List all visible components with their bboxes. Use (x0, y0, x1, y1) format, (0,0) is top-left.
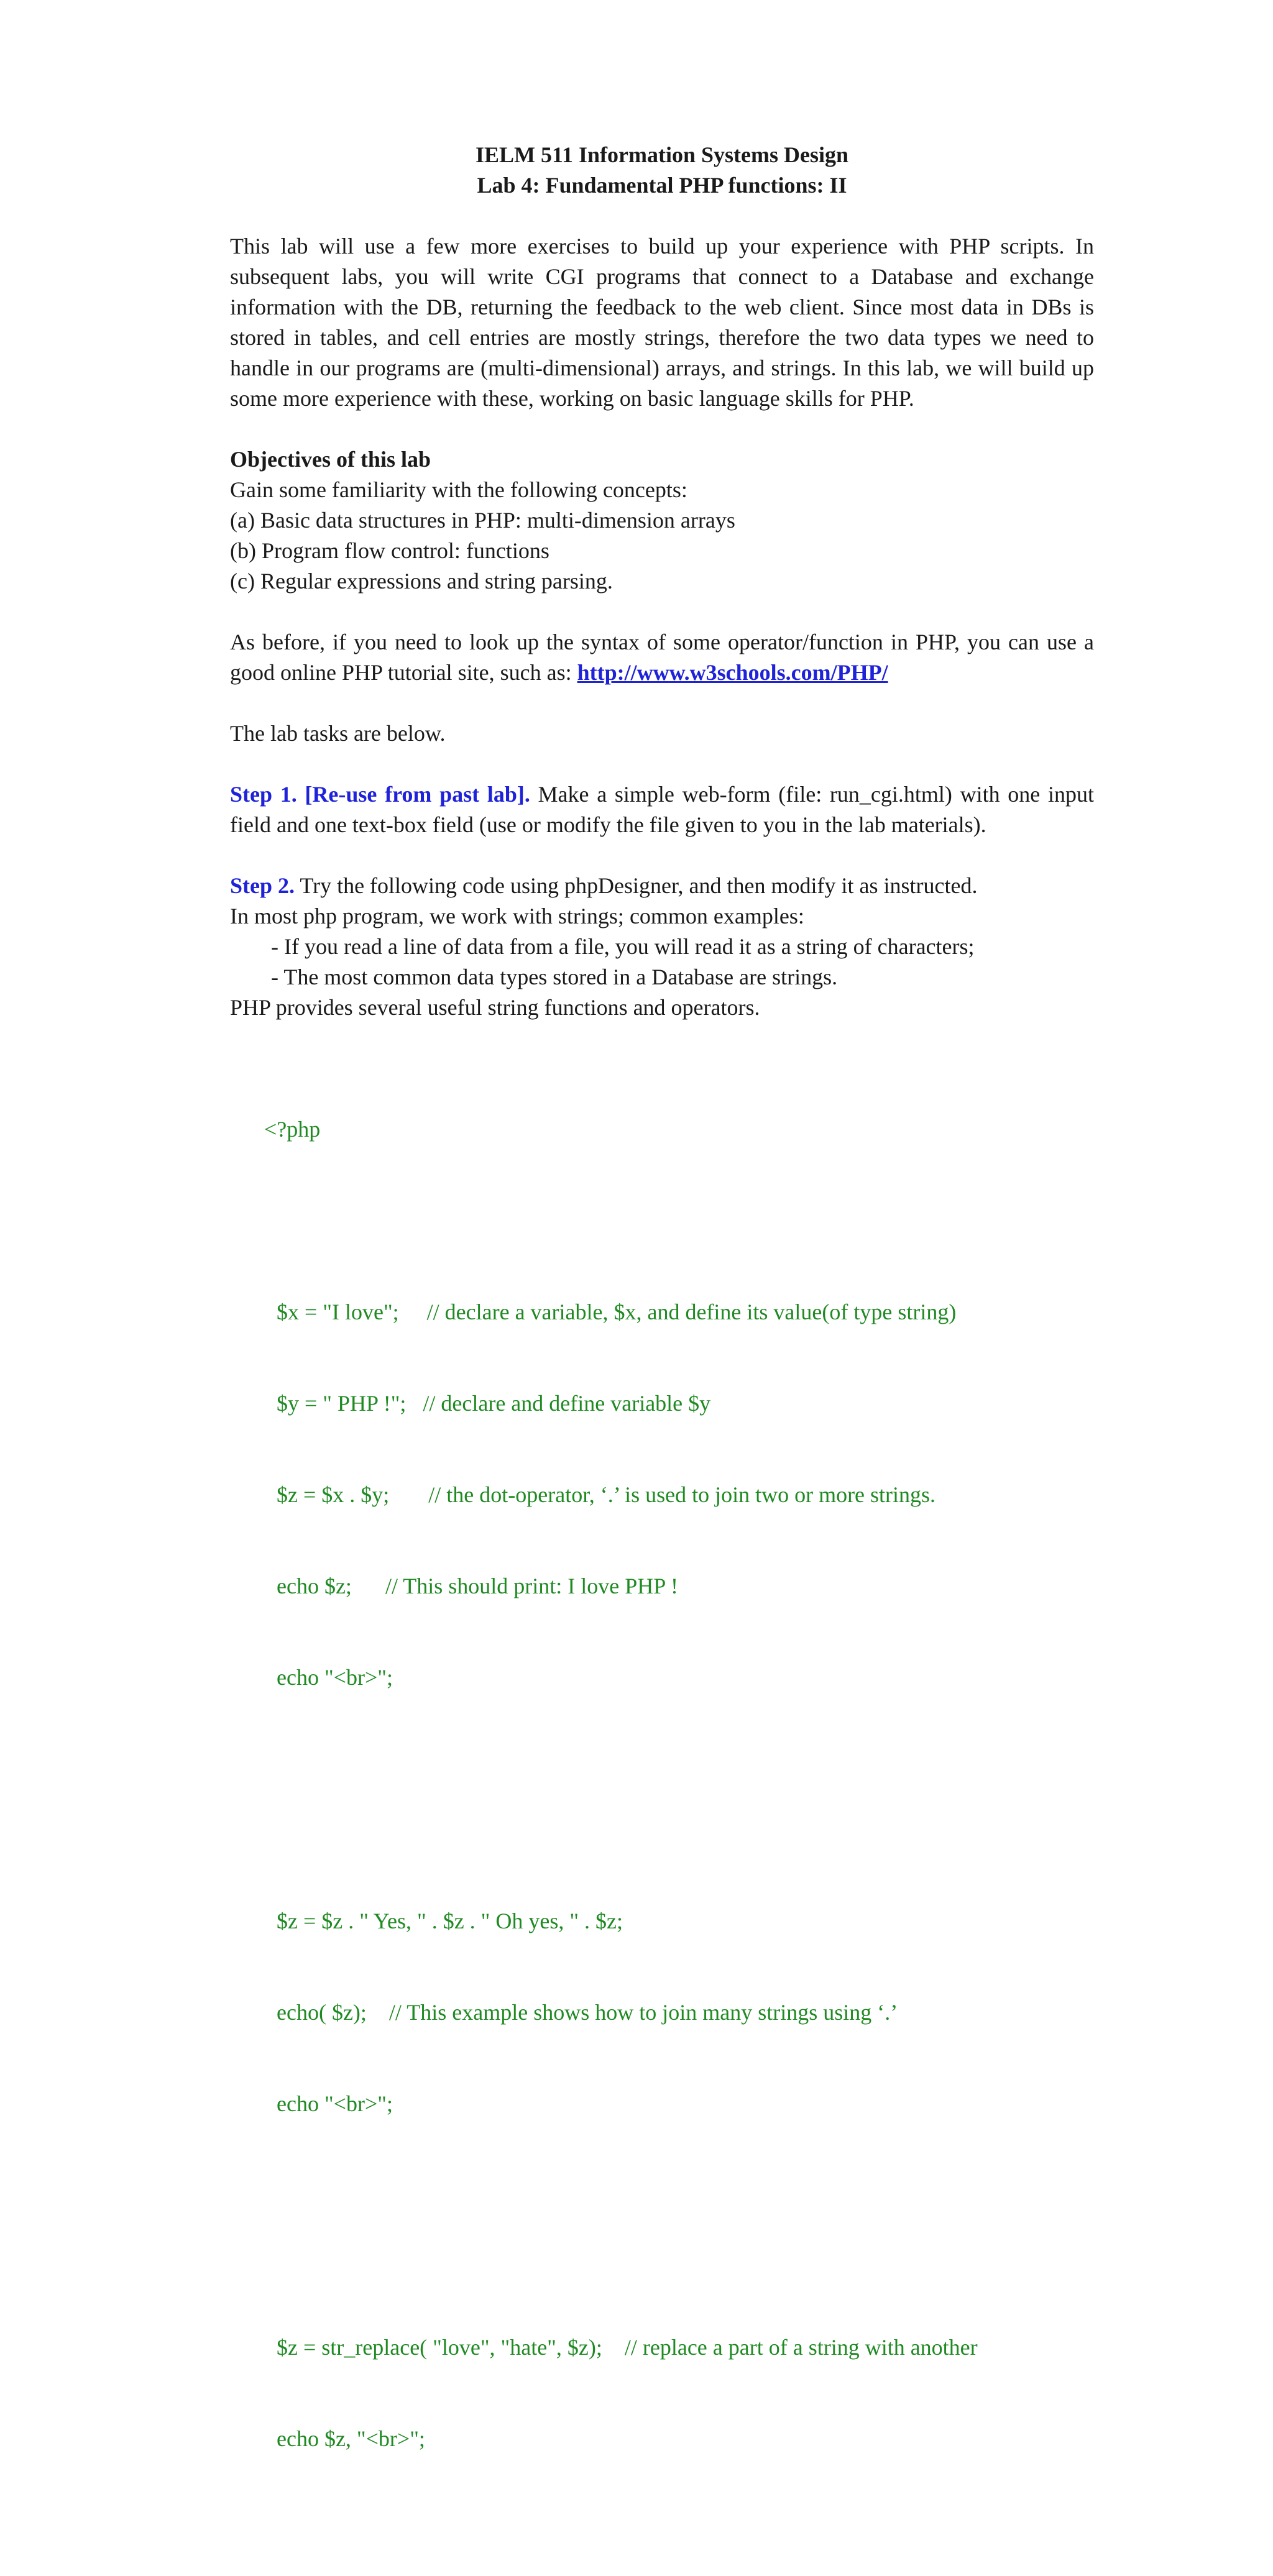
code-statement: $z = str_replace( "love", "hate", $z); (277, 2335, 602, 2360)
lookup-text: As before, if you need to look up the syntax of some operator/function in PHP, you can use a good online PHP tutorial site, such as: (230, 630, 1094, 685)
code-statement: $x = "I love"; (277, 1299, 399, 1324)
objective-item: (c) Regular expressions and string parsing. (230, 569, 613, 594)
code-line (277, 2424, 1094, 2454)
step2-text: Try the following code using phpDesigner, and then modify it as instructed. (295, 873, 978, 898)
code-statement: $y = " PHP !"; (277, 1391, 407, 1416)
code-statement: echo $z, "<br>"; (277, 2426, 425, 2451)
code-line (277, 1297, 1094, 1327)
code-statement: echo "<br>"; (277, 2091, 393, 2116)
code-blank-line (277, 2211, 1094, 2241)
code-line (277, 1480, 1094, 1510)
code-blank-line (277, 1784, 1094, 1815)
objective-item: (b) Program flow control: functions (230, 538, 549, 563)
code-comment: // This example shows how to join many strings using ‘.’ (388, 2000, 898, 2025)
code-comment: // declare and define variable $y (423, 1391, 711, 1416)
tasks-intro: The lab tasks are below. (230, 721, 446, 746)
lookup-paragraph (230, 627, 1094, 688)
code-line (277, 2089, 1094, 2119)
step1-paragraph (230, 779, 1094, 840)
document-title: IELM 511 Information Systems Design (475, 142, 849, 167)
code-line (277, 1997, 1094, 2028)
code-line (277, 1662, 1094, 1693)
objective-item: (a) Basic data structures in PHP: multi-dimension arrays (230, 508, 735, 533)
step2-line: In most php program, we work with strings; common examples: (230, 904, 804, 928)
code-statement: echo( $z); (277, 2000, 367, 2025)
step1-text: Make a simple web-form (file: run_cgi.html) with one input field and one text-box field (use or modify the file given to you in the lab materials). (230, 782, 1094, 837)
step1-label: Step 1. [Re-use from past lab]. (230, 782, 530, 807)
step2-paragraph (230, 871, 1094, 901)
intro-paragraph: This lab will use a few more exercises to build up your experience with PHP scripts. In subsequent labs, you will write CGI programs that connect to a Database and exchange information with the DB, returning the feedback to the web client. Since most data in DBs is stored in tables, and cell entries are mostly strings, therefore the two data types we need to handle in our programs are (multi-dimensional) arrays, and strings. In this lab, we will build up some more experience with these, working on basic language skills for PHP. (230, 234, 1094, 411)
step2-label: Step 2. (230, 873, 295, 898)
step2-bullet: - The most common data types stored in a Database are strings. (271, 965, 838, 989)
document-page (230, 140, 1094, 2576)
code-line (277, 1571, 1094, 1602)
code-line (277, 1906, 1094, 1937)
code-line (277, 2332, 1094, 2363)
objectives-heading: Objectives of this lab (230, 447, 431, 472)
step2-bullet: - If you read a line of data from a file, you will read it as a string of characters; (271, 934, 975, 959)
code-comment: // replace a part of a string with another (624, 2335, 978, 2360)
w3schools-link[interactable]: http://www.w3schools.com/PHP/ (577, 660, 888, 685)
document-subtitle: Lab 4: Fundamental PHP functions: II (477, 173, 847, 198)
code-statement: $z = $z . " Yes, " . $z . " Oh yes, " . $z; (277, 1909, 623, 1933)
objectives-lead: Gain some familiarity with the following concepts: (230, 477, 687, 502)
php-code-block (230, 1053, 1094, 2576)
step2-line: PHP provides several useful string functions and operators. (230, 995, 760, 1020)
code-statement: echo "<br>"; (277, 1665, 393, 1690)
code-statement: echo $z; (277, 1574, 352, 1598)
code-comment: // declare a variable, $x, and define its value(of type string) (426, 1299, 957, 1324)
code-comment: // This should print: I love PHP ! (385, 1574, 678, 1598)
code-statement: $z = $x . $y; (277, 1482, 390, 1507)
code-body (230, 1236, 1094, 2515)
code-comment: // the dot-operator, ‘.’ is used to join two or more strings. (428, 1482, 936, 1507)
code-line (277, 1388, 1094, 1419)
code-line: <?php (264, 1117, 321, 1142)
